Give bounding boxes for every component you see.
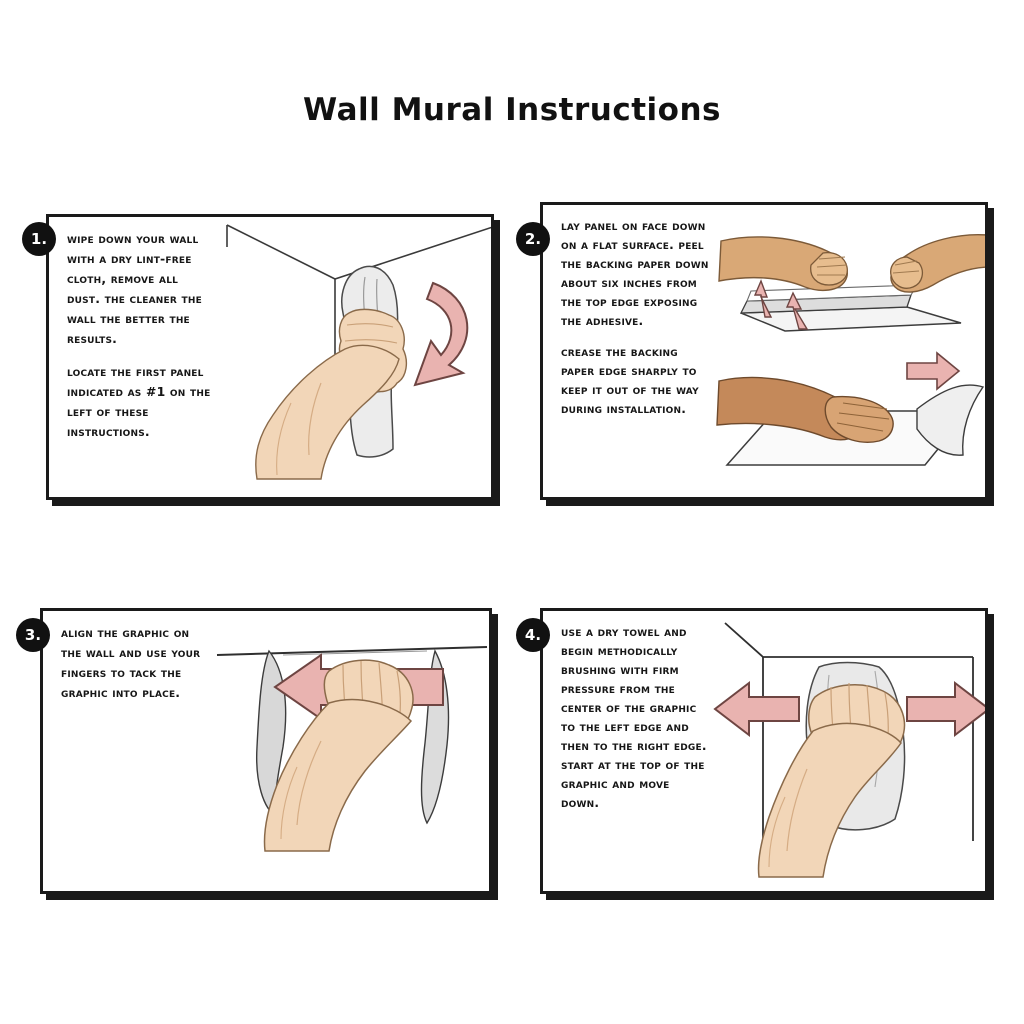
step-number-badge-1: 1. [22,222,56,256]
instruction-panel-step-3 [40,608,492,894]
step-3-paragraph-1: align the graphic on the wall and use your fingers to tack the graphic into place. [61,625,201,701]
hand-tacking-graphic-onto-wall-icon [211,611,492,893]
instruction-panel-step-4 [540,608,988,894]
instruction-panel-step-1 [46,214,494,500]
instruction-panel-step-2 [540,202,988,500]
step-number-badge-2: 2. [516,222,550,256]
step-4-text-block [561,623,711,813]
step-1-illustration [217,217,491,497]
page-title: Wall Mural Instructions [303,92,721,128]
step-number-badge-3: 3. [16,618,50,652]
two-hands-peeling-backing-paper-from-panel-icon [711,205,988,500]
step-3-illustration [211,611,489,891]
step-1-paragraph-1: wipe down your wall with a dry lint-free cloth, remove all dust. the cleaner the wall the better the results. [67,231,202,347]
step-3-text-block [61,623,211,703]
step-4-illustration [711,611,985,891]
step-2-paragraph-2: crease the backing paper edge sharply to keep it out of the way during installation. [561,345,699,417]
hand-with-towel-brushing-graphic-outward-icon [711,611,988,893]
step-2-illustration [711,205,985,497]
step-4-paragraph-1: use a dry towel and begin methodically brushing with firm pressure from the center of the graphic to the left edge and then to the right edge. start at the top of the graphic and move down. [561,625,707,811]
step-number-badge-4: 4. [516,618,550,652]
step-1-paragraph-2: locate the first panel indicated as #1 on the left of these instructions. [67,363,211,439]
step-2-paragraph-1: lay panel on face down on a flat surface. peel the backing paper down about six inches from the top edge exposing the adhesive. [561,219,709,329]
step-2-text-block [561,217,711,419]
hand-wiping-wall-corner-with-cloth-icon [217,217,494,497]
step-1-text-block [67,229,213,442]
